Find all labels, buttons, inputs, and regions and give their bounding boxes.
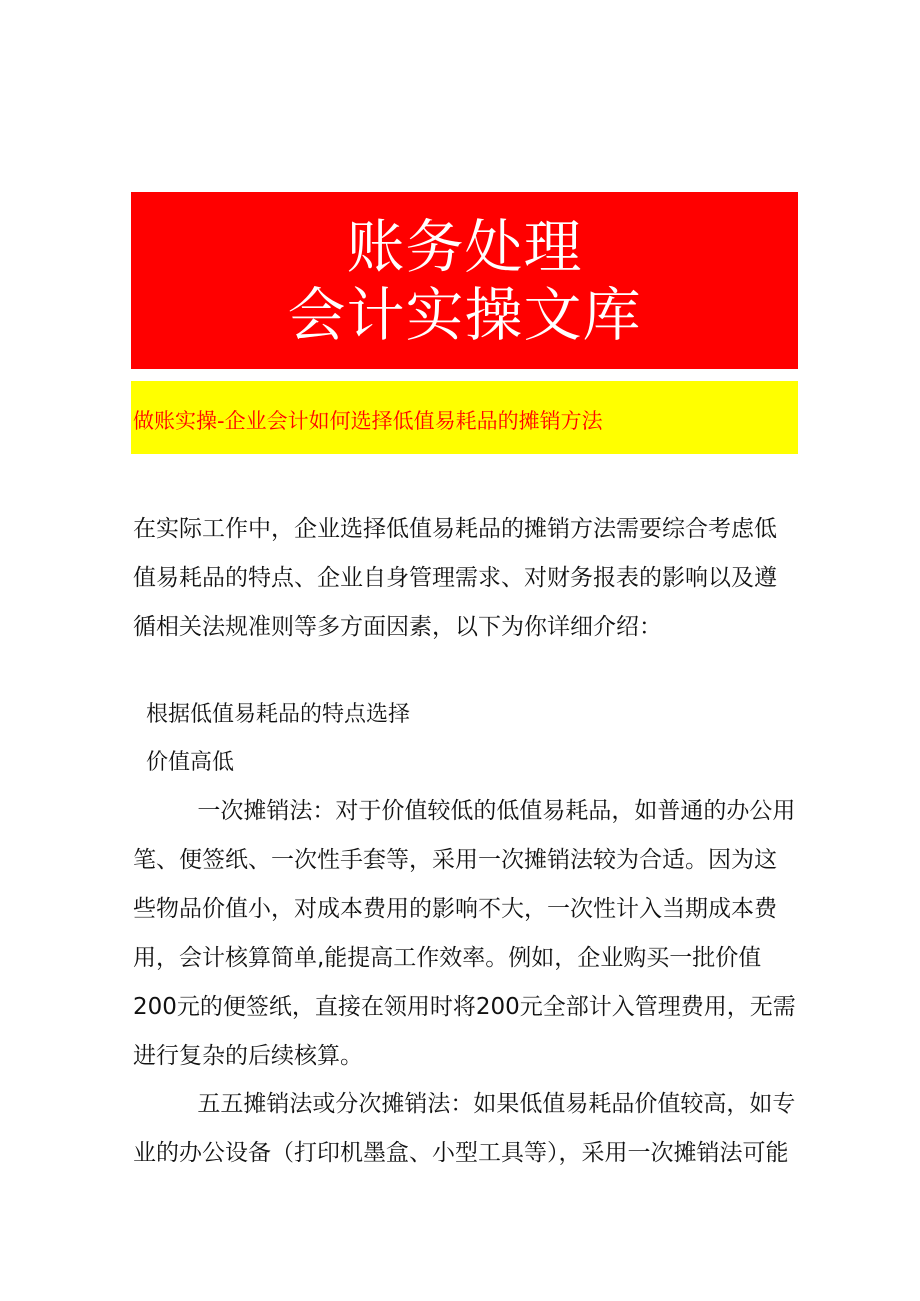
title-banner [131, 192, 798, 369]
paragraph-one-time-amortization: 一次摊销法：对于价值较低的低值易耗品，如普通的办公用笔、便签纸、一次性手套等，采用一次摊销法较为合适。因为这些物品价值小，对成本费用的影响不大，一次性计入当期成本费用，会计核算简单,能提高工作效率。例如，企业购买一批价值200元的便签纸，直接在领用时将200元全部计入管理费用，无需进行复杂的后续核算。 [133, 798, 796, 1069]
section-heading: 根据低值易耗品的特点选择 [146, 702, 411, 727]
banner-title-line-2: 会计实操文库 [287, 280, 642, 349]
document-subtitle: 做账实操-企业会计如何选择低值易耗品的摊销方法 [133, 408, 603, 433]
subtitle-bar [131, 381, 798, 454]
banner-title-line-1: 账务处理 [346, 212, 583, 281]
subsection-heading: 价值高低 [146, 750, 235, 775]
intro-paragraph: 在实际工作中，企业选择低值易耗品的摊销方法需要综合考虑低值易耗品的特点、企业自身管理需求、对财务报表的影响以及遵循相关法规准则等多方面因素，以下为你详细介绍： [133, 516, 777, 640]
paragraph-fifty-fifty-amortization: 五五摊销法或分次摊销法：如果低值易耗品价值较高，如专业的办公设备（打印机墨盒、小型工具等），采用一次摊销法可能 [133, 1091, 796, 1166]
